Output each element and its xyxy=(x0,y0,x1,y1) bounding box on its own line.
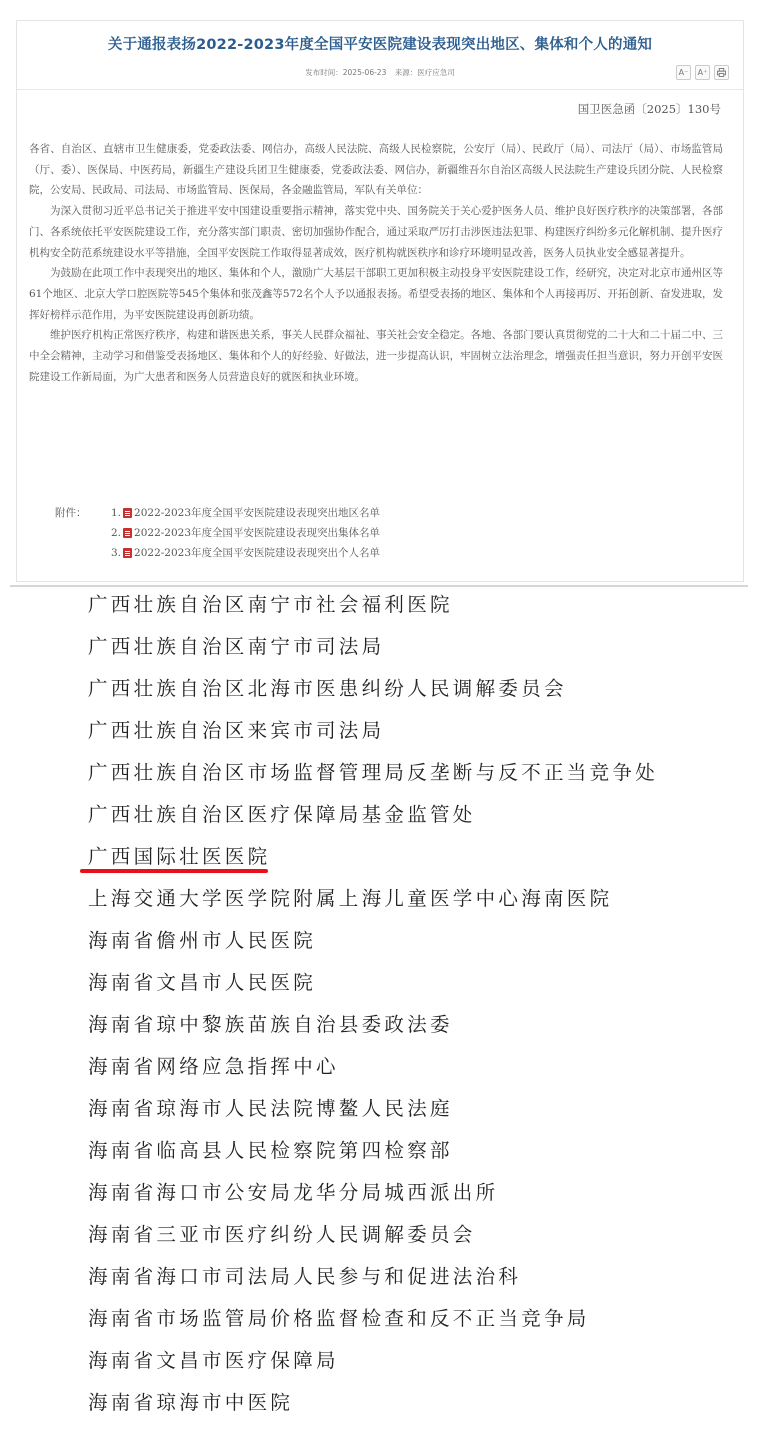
list-item: 海南省市场监管局价格监督检查和反不正当竞争局 xyxy=(88,1307,590,1330)
font-increase-button[interactable]: A⁺ xyxy=(695,65,710,80)
attachment-number: 1. xyxy=(111,507,122,519)
article-tools xyxy=(676,65,729,80)
attachment-item[interactable] xyxy=(55,523,380,543)
paragraph: 维护医疗机构正常医疗秩序，构建和谐医患关系，事关人民群众福祉、事关社会安全稳定。各地、各部门要认真贯彻党的二十大和二十届二中、三中全会精神，主动学习和借鉴受表扬地区、集体和个人的好经验、好做法，进一步提高认识，牢固树立法治理念，增强责任担当意识，努力开创平安医院建设工作新局面，为广大患者和医务人员营造良好的就医和执业环境。 xyxy=(29,329,723,383)
list-item: 海南省网络应急指挥中心 xyxy=(88,1055,339,1078)
list-item: 海南省儋州市人民医院 xyxy=(88,929,317,952)
attachment-item[interactable] xyxy=(55,543,380,563)
attachment-item[interactable] xyxy=(55,503,380,523)
list-item: 广西壮族自治区南宁市社会福利医院 xyxy=(88,593,453,616)
font-decrease-button[interactable]: A⁻ xyxy=(676,65,691,80)
attachment-link[interactable]: 2022-2023年度全国平安医院建设表现突出个人名单 xyxy=(134,547,381,559)
paragraph: 为深入贯彻习近平总书记关于推进平安中国建设重要指示精神，落实党中央、国务院关于关心爱护医务人员、维护良好医疗秩序的决策部署，各部门、各系统依托平安医院建设工作，充分落实部门职责、密切加强协作配合，通过采取严厉打击涉医违法犯罪、构建医疗纠纷多元化解机制、提升医疗机构安全防范系统建设水平等措施，全国平安医院工作取得显著成效，医疗机构就医秩序和诊疗环境明显改善，医务人员执业安全感显著提升。 xyxy=(29,205,723,259)
highlight-underline xyxy=(80,869,268,873)
honoree-list xyxy=(88,589,658,1429)
list-item: 海南省琼海市中医院 xyxy=(88,1391,294,1414)
pdf-icon xyxy=(123,508,132,518)
attachment-link[interactable]: 2022-2023年度全国平安医院建设表现突出地区名单 xyxy=(134,507,381,519)
header-divider xyxy=(17,89,743,90)
list-item: 海南省临高县人民检察院第四检察部 xyxy=(88,1139,453,1162)
page-title: 关于通报表扬2022-2023年度全国平安医院建设表现突出地区、集体和个人的通知 xyxy=(107,37,653,53)
attachments-label: 附件： xyxy=(55,507,87,519)
print-icon xyxy=(717,68,726,77)
list-item: 上海交通大学医学院附属上海儿童医学中心海南医院 xyxy=(88,887,613,910)
list-item: 广西壮族自治区市场监督管理局反垄断与反不正当竞争处 xyxy=(88,761,659,784)
list-item: 广西壮族自治区北海市医患纠纷人民调解委员会 xyxy=(88,677,567,700)
list-item: 海南省海口市公安局龙华分局城西派出所 xyxy=(88,1181,499,1204)
pdf-icon xyxy=(123,528,132,538)
section-divider xyxy=(10,585,748,587)
list-item-highlighted: 广西国际壮医医院 xyxy=(88,845,271,868)
attachment-number: 3. xyxy=(111,547,122,559)
source: 来源：医疗应急司 xyxy=(394,68,455,77)
notice-card xyxy=(16,20,744,582)
list-item: 海南省琼海市人民法院博鳌人民法庭 xyxy=(88,1097,453,1120)
publish-meta xyxy=(17,67,743,78)
attachments xyxy=(55,503,380,563)
list-item: 海南省文昌市医疗保障局 xyxy=(88,1349,339,1372)
document-number: 国卫医急函〔2025〕130号 xyxy=(577,102,721,116)
print-button[interactable] xyxy=(714,65,729,80)
pdf-icon xyxy=(123,548,132,558)
notice-body xyxy=(29,139,723,387)
recipients: 各省、自治区、直辖市卫生健康委，党委政法委、网信办，高级人民法院、高级人民检察院，公安厅（局）、民政厅（局）、司法厅（局）、市场监管局（厅、委）、医保局、中医药局，新疆生产建设兵团卫生健康委，党委政法委、网信办，新疆维吾尔自治区高级人民法院生产建设兵团分院、人民检察院，公安局、民政局、司法局、市场监管局、医保局，各金融监管局，军队有关单位： xyxy=(29,143,723,197)
publish-time: 发布时间：2025-06-23 xyxy=(305,68,387,77)
list-item: 海南省琼中黎族苗族自治县委政法委 xyxy=(88,1013,453,1036)
attachment-link[interactable]: 2022-2023年度全国平安医院建设表现突出集体名单 xyxy=(134,527,381,539)
list-item: 广西壮族自治区南宁市司法局 xyxy=(88,635,385,658)
list-item: 海南省三亚市医疗纠纷人民调解委员会 xyxy=(88,1223,476,1246)
list-item: 广西壮族自治区来宾市司法局 xyxy=(88,719,385,742)
list-item: 海南省海口市司法局人民参与和促进法治科 xyxy=(88,1265,522,1288)
paragraph: 为鼓励在此项工作中表现突出的地区、集体和个人，激励广大基层干部职工更加积极主动投身平安医院建设工作，经研究，决定对北京市通州区等61个地区、北京大学口腔医院等545个集体和张茂鑫等572名个人予以通报表扬。希望受表扬的地区、集体和个人再接再厉、开拓创新、奋发进取，发挥好榜样示范作用，为平安医院建设再创新功绩。 xyxy=(29,267,723,321)
list-item: 广西壮族自治区医疗保障局基金监管处 xyxy=(88,803,476,826)
attachment-number: 2. xyxy=(111,527,122,539)
list-item: 海南省文昌市人民医院 xyxy=(88,971,317,994)
